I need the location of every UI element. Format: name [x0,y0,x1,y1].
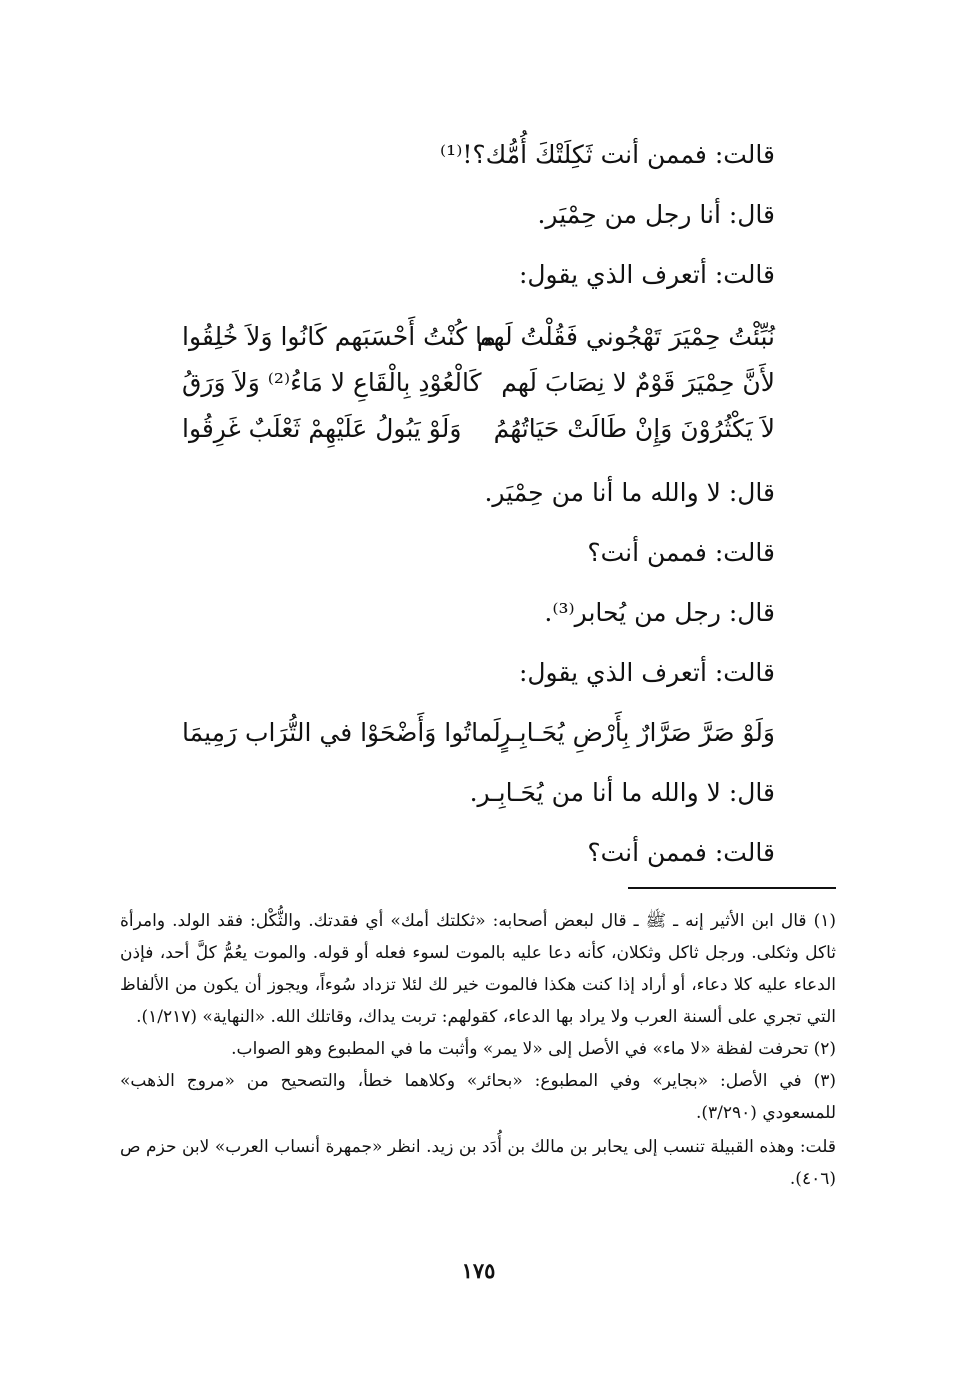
verse-second-hemistich: وَلَوْ يَبُولُ عَلَيْهِمْ ثَعْلَبٌ غَرِقُوا [182,414,462,443]
verse-second-hemistich: لَماتُوا وَأَضْحَوْا في التُّرَاب رَمِيمَا [182,718,501,747]
dialogue-line: قالت: أتعرف الذي يقول: [518,658,775,687]
verse-first-hemistich: لأَنَّ حِمْيَرَ قَوْمٌ لا نِصَابَ لَهم [501,368,775,397]
verse-second-hemistich: كَالْعُوْدِ بِالْقَاعِ لا مَاءُ⁽²⁾ وَلاَ وَرَقُ [182,368,482,397]
footnote-1: (١) قال ابن الأثير إنه ـ ﷺ ـ قال لبعض أصحابه: «ثكلتك أمك» أي فقدتك. والثُّكْل: فقد الولد. وامرأة ثاكل وثكلى. ورجل ثاكل وثكلان، كأنه دعا عليه بالموت لسوء فعله أو قوله. والموت يعُمُّ كلَّ أحد، فإذن الدعاء عليه كلا دعاء، أو أراد إذا كنت هكذا فالموت خير لك لئلا تزداد سُوءاً، ويجوز أن يكون من الألفاظ التي تجري على ألسنة العرب ولا يراد بها الدعاء، كقولهم: تربت يداك، وقاتلك الله. «النهاية» (١/٢١٧). [120,911,836,1027]
verse-first-hemistich: وَلَوْ صَرَّ صَرَّارٌ بِأَرْضِ يُحَـابِـرٍ [498,718,775,747]
page-number: ١٧٥ [461,1258,496,1283]
dialogue-line: قالت: فممن أنت ثَكِلَتْكَ أُمُّك؟!⁽¹⁾ [440,140,775,169]
footnote-3: (٣) في الأصل: «بجاير» وفي المطبوع: «بحائر» وكلاهما خطأ، والتصحيح من «مروج الذهب» للمسعودي (٣/٢٩٠). [120,1071,836,1123]
dialogue-line: قالت: فممن أنت؟ [587,838,775,867]
verse-first-hemistich: لاَ يَكْثُرُوْنَ وَإِنْ طَالَتْ حَيَاتُهُمُ [493,414,775,443]
dialogue-line: قال: لا والله ما أنا من حِمْيَر. [484,478,775,507]
dialogue-line: قال: أنا رجل من حِمْيَر. [537,200,775,229]
dialogue-line: قالت: فممن أنت؟ [587,538,775,567]
footnote-separator [628,887,836,889]
dialogue-line: قالت: أتعرف الذي يقول: [518,260,775,289]
footnote-editor-note: قلت: وهذه القبيلة تنسب إلى يحابر بن مالك بن أُدَد بن زيد. انظر «جمهرة أنساب العرب» لابن حزم ص (٤٠٦). [120,1137,836,1189]
verse-first-hemistich: نُبِّئْتُ حِمْيَرَ تَهْجُوني فَقُلْتُ لَهم [476,322,775,351]
verse-second-hemistich: ما كُنْتُ أَحْسَبَهم كَانُوا وَلاَ خُلِقُوا [182,322,497,351]
dialogue-line: قال: رجل من يُحابر⁽³⁾. [544,598,775,627]
dialogue-line: قال: لا والله ما أنا من يُحَـابِـر. [469,778,775,807]
footnote-2: (٢) تحرفت لفظة «لا ماء» في الأصل إلى «لا يمر» وأثبت ما في المطبوع وهو الصواب. [231,1039,836,1059]
footnotes [120,905,836,1195]
